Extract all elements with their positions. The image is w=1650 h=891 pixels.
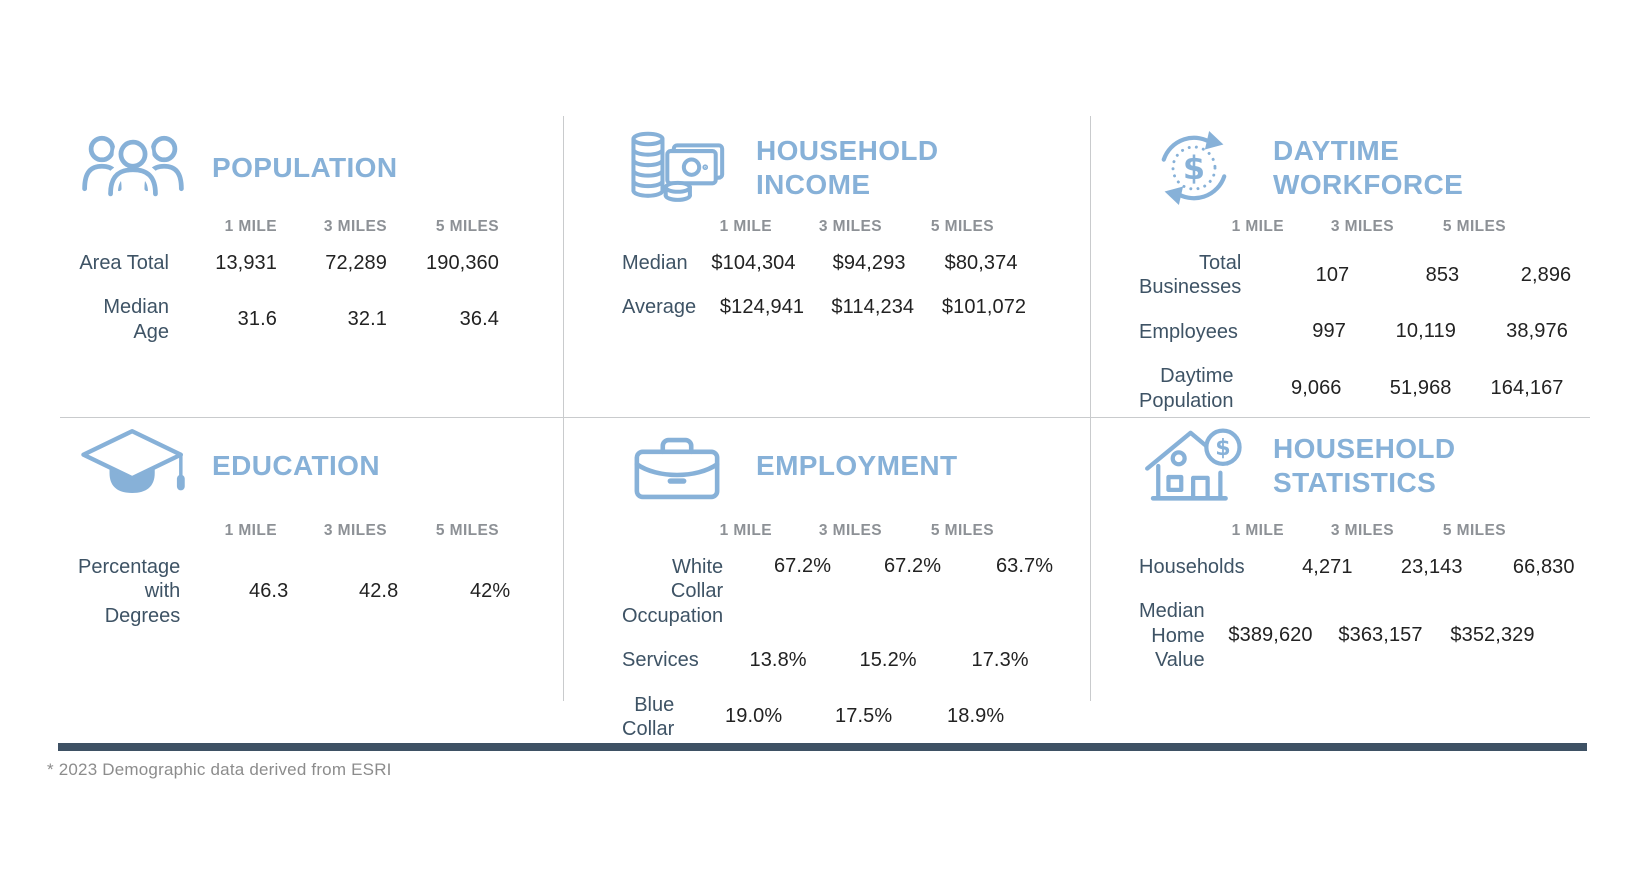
row-label: Median Age bbox=[103, 296, 169, 343]
table-row bbox=[622, 638, 1029, 682]
row-value: 23,143 bbox=[1400, 555, 1463, 578]
dollar-cycle-icon bbox=[1139, 126, 1249, 210]
table-row bbox=[78, 241, 499, 285]
table-header-row bbox=[1139, 517, 1506, 545]
svg-text:$: $ bbox=[1215, 434, 1231, 461]
column-header-1-mile: 1 MILE bbox=[224, 522, 277, 539]
education-table bbox=[78, 517, 511, 638]
row-value: $114,234 bbox=[831, 296, 915, 319]
employment-table bbox=[622, 517, 1054, 751]
row-value: 17.5% bbox=[835, 705, 893, 728]
title-line: POPULATION bbox=[212, 152, 398, 184]
table-header-row bbox=[622, 517, 994, 545]
row-value: 66,830 bbox=[1512, 555, 1575, 578]
household-statistics-table bbox=[1139, 517, 1575, 683]
panel-title bbox=[1273, 134, 1463, 201]
panel-title bbox=[212, 449, 380, 483]
table-row bbox=[622, 241, 1018, 285]
column-header-3-miles: 3 MILES bbox=[1330, 522, 1394, 539]
table-row bbox=[1139, 310, 1568, 354]
column-header-3-miles: 3 MILES bbox=[818, 522, 882, 539]
panel-household-statistics bbox=[1090, 417, 1590, 701]
panel-household-income bbox=[563, 116, 1090, 417]
table-header-row bbox=[78, 517, 499, 545]
row-value: 51,968 bbox=[1389, 377, 1452, 400]
footnote-text: * 2023 Demographic data derived from ESRI bbox=[47, 760, 392, 779]
row-label: Services bbox=[622, 649, 699, 672]
panel-title bbox=[1273, 432, 1456, 499]
table-header-row bbox=[78, 213, 499, 241]
row-value: 4,271 bbox=[1302, 555, 1353, 578]
title-line: WORKFORCE bbox=[1273, 169, 1464, 200]
panel-population-header bbox=[78, 129, 499, 207]
panel-household-statistics-header bbox=[1139, 427, 1506, 505]
row-value: $389,620 bbox=[1228, 624, 1313, 647]
panel-daytime-workforce-header bbox=[1139, 129, 1506, 207]
row-value: 67.2% bbox=[773, 555, 832, 577]
row-value: $101,072 bbox=[941, 296, 1027, 319]
table-row bbox=[622, 545, 1054, 638]
table-row bbox=[1139, 589, 1535, 682]
panel-education-header bbox=[78, 427, 499, 505]
row-value: 31.6 bbox=[237, 308, 277, 331]
table-row bbox=[1139, 241, 1572, 310]
row-value: 13,931 bbox=[215, 251, 277, 274]
title-line: EDUCATION bbox=[212, 450, 380, 482]
row-value: 10,119 bbox=[1395, 320, 1456, 343]
column-header-5-miles: 5 MILES bbox=[1442, 522, 1506, 539]
table-header-row bbox=[1139, 213, 1506, 241]
title-line: EMPLOYMENT bbox=[756, 450, 958, 482]
demographics-grid bbox=[60, 116, 1590, 740]
table-row bbox=[78, 545, 511, 638]
table-row bbox=[622, 285, 1027, 329]
row-label: Daytime Population bbox=[1139, 365, 1234, 412]
people-icon bbox=[78, 130, 188, 206]
row-value: 17.3% bbox=[971, 648, 1029, 671]
row-value: 18.9% bbox=[947, 705, 1005, 728]
population-table bbox=[78, 213, 499, 354]
row-value: 67.2% bbox=[883, 555, 942, 577]
row-value: 19.0% bbox=[725, 705, 783, 728]
column-header-5-miles: 5 MILES bbox=[930, 522, 994, 539]
row-value: 107 bbox=[1315, 263, 1350, 286]
svg-text:$: $ bbox=[1182, 148, 1206, 187]
column-header-3-miles: 3 MILES bbox=[1330, 218, 1394, 235]
row-value: 42.8 bbox=[358, 580, 399, 603]
graduation-cap-icon bbox=[78, 426, 188, 506]
panel-household-income-header bbox=[622, 129, 994, 207]
panel-daytime-workforce bbox=[1090, 116, 1590, 417]
daytime-workforce-table bbox=[1139, 213, 1572, 423]
row-value: $363,157 bbox=[1338, 624, 1423, 647]
row-value: 190,360 bbox=[426, 251, 499, 274]
table-row bbox=[1139, 354, 1564, 423]
row-value: 997 bbox=[1312, 320, 1346, 343]
title-line: HOUSEHOLD bbox=[756, 135, 939, 167]
panel-title bbox=[756, 134, 939, 201]
panel-title bbox=[212, 151, 397, 185]
column-header-1-mile: 1 MILE bbox=[719, 218, 772, 235]
column-header-3-miles: 3 MILES bbox=[323, 522, 387, 539]
row-label: Area Total bbox=[79, 252, 169, 274]
table-row bbox=[622, 683, 1005, 752]
row-value: 2,896 bbox=[1520, 263, 1572, 286]
row-value: 63.7% bbox=[995, 555, 1054, 577]
title-line: HOUSEHOLD bbox=[1273, 433, 1456, 465]
row-label: Average bbox=[622, 296, 697, 319]
row-label: Total Businesses bbox=[1139, 252, 1242, 299]
panel-education bbox=[60, 417, 563, 701]
row-value: 36.4 bbox=[459, 308, 499, 331]
title-line: INCOME bbox=[756, 169, 871, 200]
row-value: $80,374 bbox=[944, 251, 1018, 274]
table-row bbox=[1139, 545, 1575, 589]
row-value: $352,329 bbox=[1450, 624, 1535, 647]
row-label: White Collar Occupation bbox=[622, 556, 724, 627]
panel-employment-header bbox=[622, 427, 994, 505]
column-header-3-miles: 3 MILES bbox=[323, 218, 387, 235]
row-value: $104,304 bbox=[711, 251, 796, 274]
column-header-5-miles: 5 MILES bbox=[1442, 218, 1506, 235]
table-header-row bbox=[622, 213, 994, 241]
row-value: 46.3 bbox=[248, 580, 289, 603]
row-value: 38,976 bbox=[1506, 320, 1568, 343]
row-label: Median bbox=[622, 252, 688, 274]
household-income-table bbox=[622, 213, 1027, 330]
column-header-5-miles: 5 MILES bbox=[435, 218, 499, 235]
column-header-5-miles: 5 MILES bbox=[930, 218, 994, 235]
column-header-5-miles: 5 MILES bbox=[435, 522, 499, 539]
row-value: 42% bbox=[469, 580, 511, 603]
row-value: $124,941 bbox=[719, 296, 805, 319]
column-header-1-mile: 1 MILE bbox=[1231, 218, 1284, 235]
footer-rule-bar bbox=[58, 743, 1587, 751]
panel-population bbox=[60, 116, 563, 417]
title-line: DAYTIME bbox=[1273, 135, 1400, 167]
column-header-1-mile: 1 MILE bbox=[224, 218, 277, 235]
column-header-3-miles: 3 MILES bbox=[818, 218, 882, 235]
title-line: STATISTICS bbox=[1273, 467, 1437, 498]
row-label: Median Home Value bbox=[1139, 600, 1205, 672]
column-header-1-mile: 1 MILE bbox=[719, 522, 772, 539]
row-value: 9,066 bbox=[1290, 377, 1342, 400]
house-dollar-icon bbox=[1139, 426, 1249, 506]
row-value: 13.8% bbox=[749, 648, 807, 671]
row-value: $94,293 bbox=[832, 251, 906, 274]
coins-banknote-icon bbox=[622, 129, 732, 207]
row-value: 32.1 bbox=[347, 308, 387, 331]
panel-title bbox=[756, 449, 958, 483]
row-label: Households bbox=[1139, 556, 1245, 578]
row-label: Blue Collar bbox=[622, 693, 675, 740]
row-value: 15.2% bbox=[859, 648, 917, 671]
row-label: Percentage with Degrees bbox=[78, 556, 181, 627]
row-value: 853 bbox=[1425, 263, 1460, 286]
table-row bbox=[78, 285, 499, 354]
briefcase-icon bbox=[622, 429, 732, 503]
row-label: Employees bbox=[1139, 320, 1238, 343]
column-header-1-mile: 1 MILE bbox=[1231, 522, 1284, 539]
panel-employment bbox=[563, 417, 1090, 740]
row-value: 72,289 bbox=[325, 251, 387, 274]
row-value: 164,167 bbox=[1490, 377, 1564, 400]
